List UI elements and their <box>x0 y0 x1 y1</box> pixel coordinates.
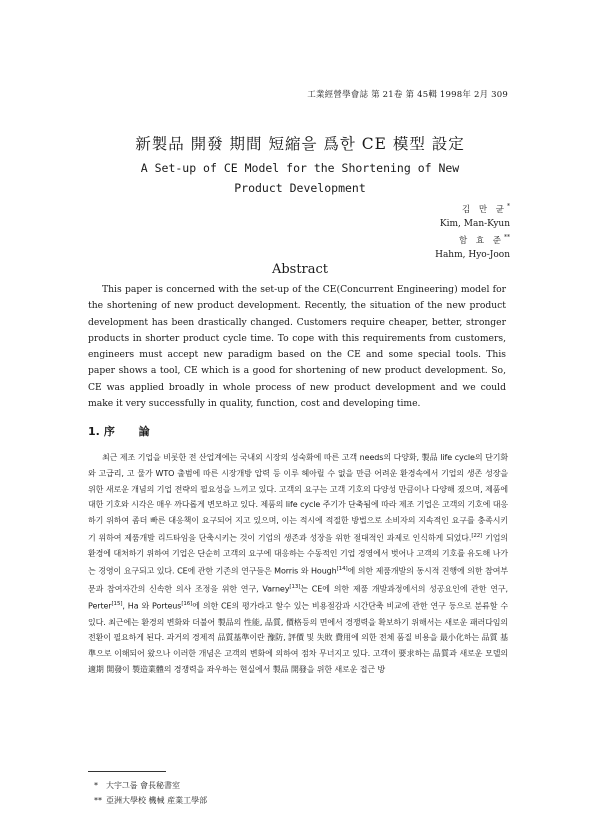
title-english-line-1: A Set-up of CE Model for the Shortening of New <box>140 161 460 175</box>
author-block <box>435 200 510 262</box>
author-1-english: Kim, Man-Kyun <box>439 219 510 229</box>
footnote-1-mark: * <box>94 781 98 790</box>
title-korean: 新製品 開發 期間 短縮을 爲한 CE 模型 設定 <box>135 135 465 153</box>
title-english-line-2: Product Development <box>234 181 366 195</box>
footnote-divider <box>88 771 166 772</box>
footnote-2-mark: ** <box>94 796 102 805</box>
citation-15: [15] <box>111 601 123 608</box>
author-2-korean-name: 함 효 준 <box>458 236 504 246</box>
section-title: 序 論 <box>103 425 160 438</box>
citation-16: [16] <box>181 601 193 608</box>
author-2-korean <box>435 231 510 248</box>
citation-13: [13] <box>289 583 301 590</box>
section-number: 1. <box>88 425 100 438</box>
author-1-korean-name: 김 만 균 <box>461 205 507 215</box>
body-text-5: , Ha 와 Porteus <box>122 601 182 611</box>
footnote-2-text: 亞洲大學校 機械 産業工學部 <box>106 796 208 805</box>
abstract-text: This paper is concerned with the set-up of the CE(Concurrent Engineering) model for the shortening of new product development. Recently, the situation of the new product development has been drastically changed. Customers require cheaper, better, stronger products in shorter product cycle time. To cope with this requirements from customers, engineers must accept new paradigm based on the CE and some special tools. This paper shows a tool, CE which is a good for shortening of new product development. So, CE was applied broadly in whole process of new product development and we could make it very successfully in quality, function, cost and developing time. <box>88 284 506 410</box>
title-english <box>0 158 600 198</box>
footnotes <box>94 778 207 808</box>
author-1-korean <box>435 200 510 217</box>
citation-22: [22] <box>471 532 483 539</box>
running-head: 工業經營學會誌 第 21卷 第 45輯 1998年 2月 309 <box>307 90 508 100</box>
footnote-2 <box>94 793 207 808</box>
body-paragraph <box>88 450 508 678</box>
body-text-4: 는 CE에 의한 제품 개발과정에서의 성공요인에 관한 연구, Perter <box>88 584 508 611</box>
footnote-1-text: 大宇그룹 會長秘書室 <box>106 781 180 790</box>
body-text-1: 최근 제조 기업을 비롯한 전 산업계에는 국내외 시장의 성숙화에 따른 고객 needs의 다양화, 製品 life cycle의 단기화와 고급리, 고 물가 WTO 출범에 따른 시장개방 압력 등 이루 헤아릴 수 없을 만큼 어려운 환경속에서 기업의 생존 성장을 위한 새로운 개념의 기업 전략의 필요성을 느끼고 있다. 고객의 요구는 고객 기호의 다양성 만큼이나 다양해 졌으며, 제품에 대한 기호와 시각은 매우 까다롭게 변모하고 있다. 제품의 life cycle 주기가 단축됨에 따라 제조 기업은 고객의 기호에 대응하기 위하여 좀더 빠른 대응책이 요구되어 지고 있으며, 이는 적시에 적절한 방법으로 소비자의 지속적인 요구를 충족시키기 위하여 제품개발 리드타임을 단축시키는 것이 기업의 생존과 성장을 위한 절대적인 과제로 인식하게 되었다. <box>88 453 508 543</box>
section-heading <box>88 423 160 439</box>
author-2-english: Hahm, Hyo-Joon <box>435 250 510 260</box>
footnote-1 <box>94 778 207 793</box>
author-1-mark: * <box>507 203 510 210</box>
citation-14: [14] <box>336 566 348 573</box>
body-text-3: 에 의한 제품개발의 동시적 진행에 의한 참여부문과 참여자간의 신속한 의사 조정을 위한 연구, Varney <box>88 566 509 594</box>
author-2-mark: ** <box>504 234 510 241</box>
body-text-2: 기업의 환경에 대처하기 위하여 기업은 단순히 고객의 요구에 대응하는 수동적인 기업 경영에서 벗어나 고객의 기호를 유도해 나가는 경영이 요구되고 있다. CE에 관한 기존의 연구들은 Morris 와 Hough <box>88 533 508 576</box>
body-text-6: 에 의한 CE의 평가라고 할수 있는 비용절감과 시간단축 비교에 관한 연구 등으로 분류할 수 있다. 최근에는 환경의 변화와 더불어 製品의 性能, 品質, 價格등의 면에서 경쟁력을 확보하기 위해서는 새로운 패러다임의 전환이 필요하게 된다. 과거의 경제적 品質基準이란 豫防, 評價 및 失敗 費用에 의한 전체 품질 비용을 最小化하는 品質 基準으로 이해되어 왔으나 이러한 개념은 고객의 변화에 의하여 점차 무너지고 있다. 고객이 要求하는 品質과 새로운 모델의 適期 開發이 製造業體의 경쟁력을 좌우하는 현실에서 製品 開發을 위한 새로운 접근 방 <box>88 601 509 674</box>
abstract-heading: Abstract <box>271 262 329 277</box>
